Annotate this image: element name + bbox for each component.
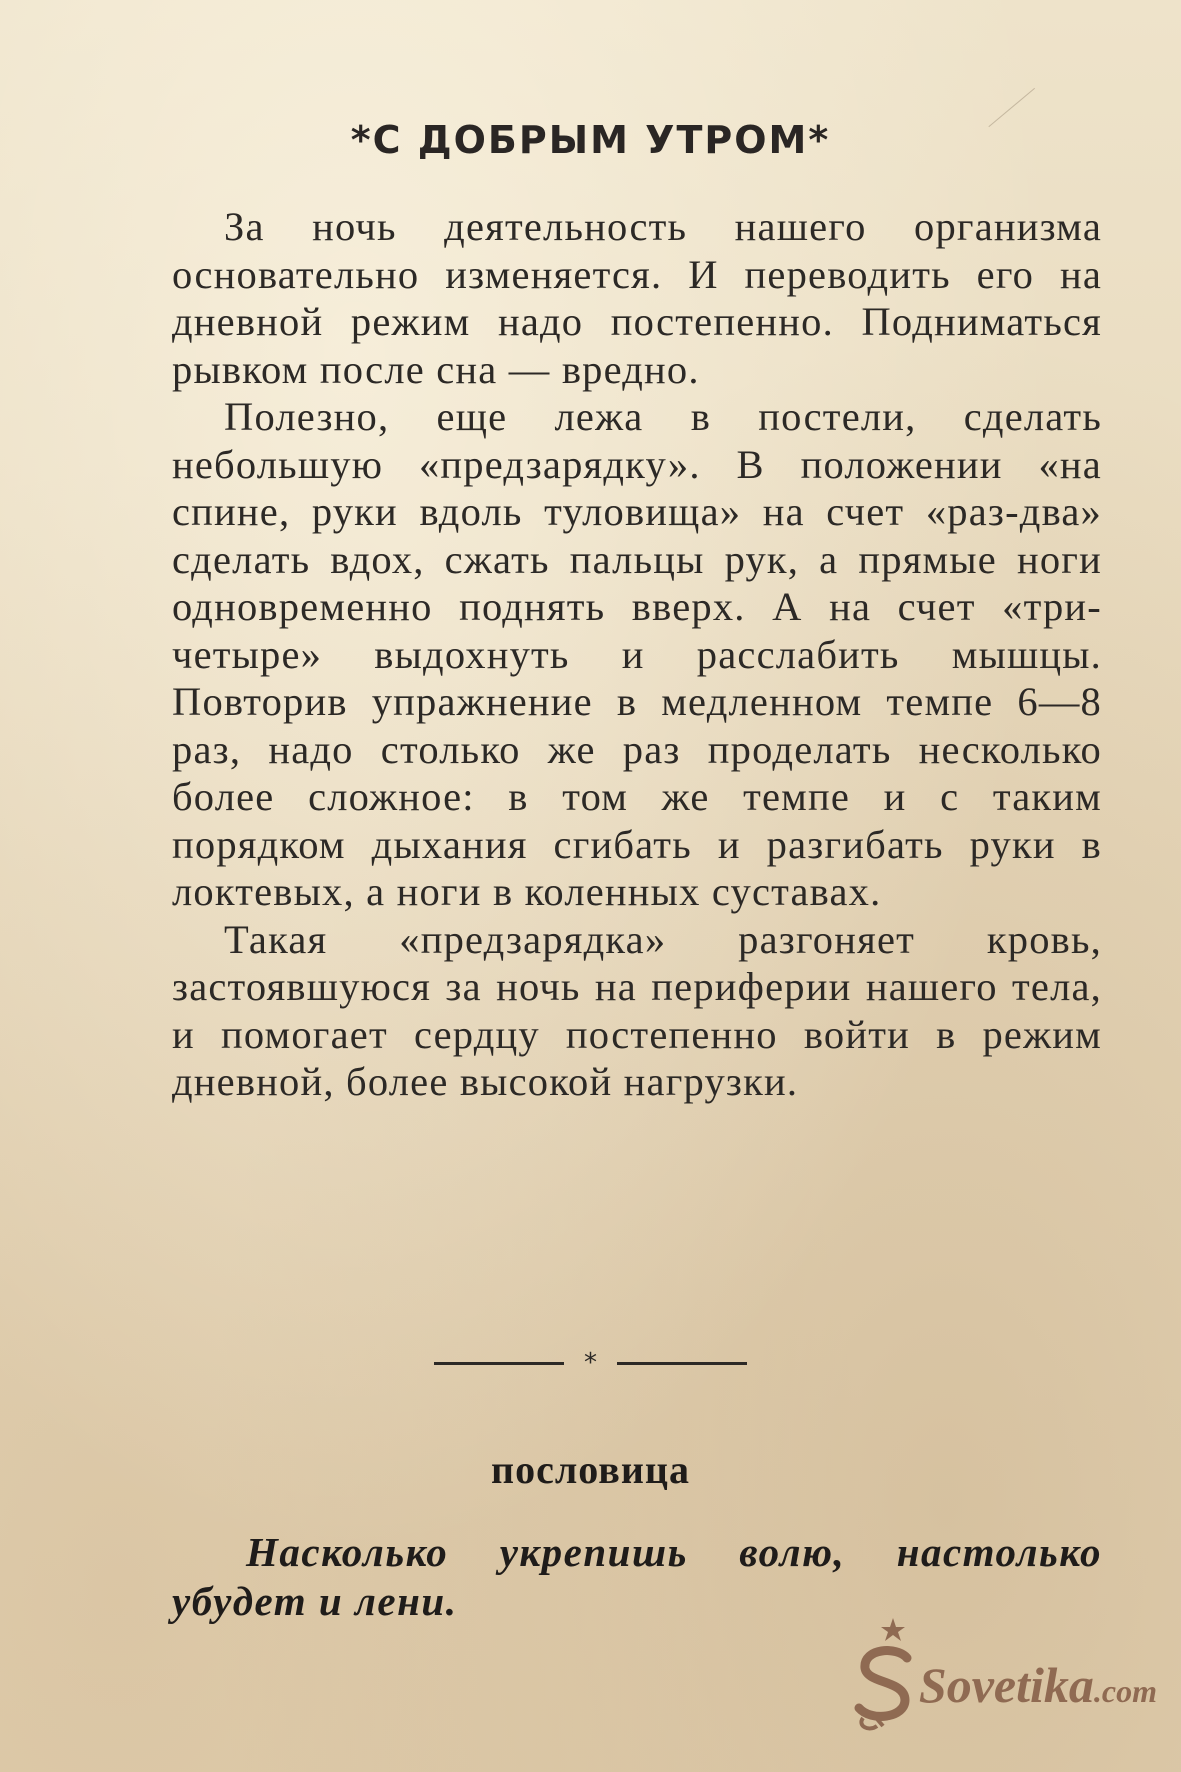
watermark-name: Sovetika bbox=[918, 1657, 1094, 1713]
paragraph-3: Такая «предзарядка» разгоняет кровь, застоявшуюся за ночь на периферии нашего тела, и помогает сердцу постепенно войти в режим дневной, более высокой нагрузки. bbox=[172, 916, 1102, 1104]
divider-rule-left bbox=[434, 1362, 564, 1365]
page-heading: *С ДОБРЫМ УТРОМ* bbox=[350, 118, 831, 162]
divider-star: * bbox=[584, 1348, 597, 1378]
sovetika-watermark bbox=[849, 1614, 1157, 1732]
article-body bbox=[172, 203, 1102, 1106]
divider-rule-right bbox=[617, 1362, 747, 1365]
proverb-text: Насколько укрепишь волю, настолько убудет и лени. bbox=[172, 1529, 1102, 1624]
section-divider bbox=[0, 1350, 1181, 1376]
watermark-text bbox=[918, 1657, 1157, 1713]
paragraph-1: За ночь деятельность нашего организма основательно изменяется. И переводить его на дневной режим надо постепенно. Подниматься рывком после сна — вредно. bbox=[172, 204, 1102, 392]
sovetika-logo-icon bbox=[849, 1614, 923, 1732]
proverb-title: пословица bbox=[491, 1447, 690, 1492]
watermark-suffix: .com bbox=[1093, 1673, 1157, 1709]
paragraph-2: Полезно, еще лежа в постели, сделать небольшую «предзарядку». В положении «на спине, руки вдоль туловища» на счет «раз-два» сделать вдох, сжать пальцы рук, а прямые ноги одновременно поднять вверх. А на счет «три-четыре» выдохнуть и расслабить мышцы. Повторив упражнение в медленном темпе 6—8 раз, надо столько же раз проделать несколько более сложное: в том же темпе и с таким порядком дыхания сгибать и разгибать руки в локтевых, а ноги в коленных суставах. bbox=[172, 394, 1102, 914]
